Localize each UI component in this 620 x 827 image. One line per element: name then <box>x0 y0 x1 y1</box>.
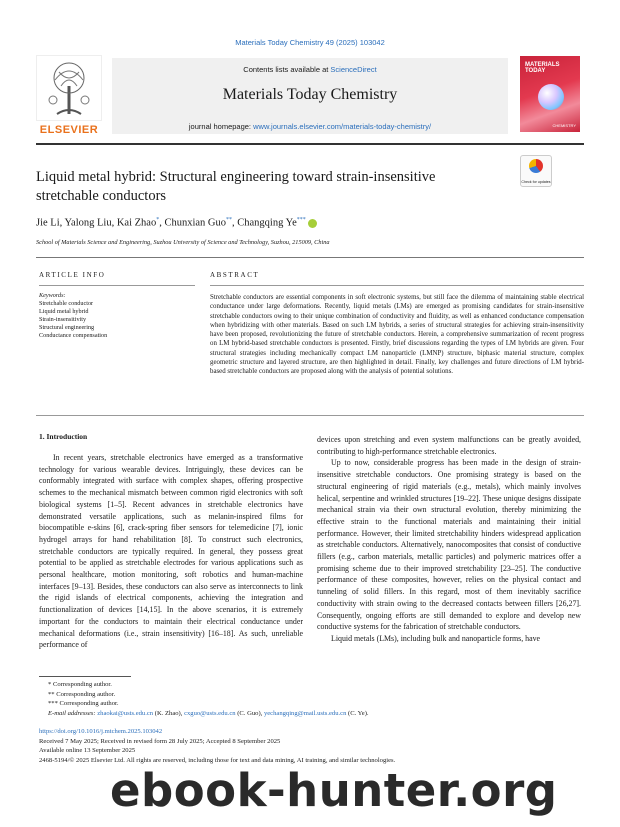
article-title: Liquid metal hybrid: Structural engineering toward strain-insensitive stretchable conductors <box>36 169 436 204</box>
orcid-icon[interactable] <box>308 219 317 228</box>
homepage-link[interactable]: www.journals.elsevier.com/materials-today-chemistry/ <box>253 122 432 131</box>
paragraph: Up to now, considerable progress has been made in the design of strain-insensitive stretchable conductors. One promising strategy is based on the structural engineering of rigid materials (e.g., metals), which mainly involves helical, serpentine and wrinkled structures [19–22]. These unique designs dissipate mechanical strain via their own structural evolution, thereby minimizing the effective strain to the functional materials and maintaining their initial performance. However, their limited stretchability hinders widespread application as stretchable conductors. Alternatively, nanocomposites that consist of conductive fillers (e.g., carbon materials, metallic particles) and polymeric matrices offer a promising scheme due to their improved stretchability [23–25]. The conductive performance of these composites, however, relies on the physical contact and tunneling of solid fillers. In this regard, most of them inevitably sacrifice conductivity with strain owing to the decreased contacts between fillers [26,27]. Consequently, ongoing efforts are still demanded to explore and develop new conductive systems for the fabrication of stretchable conductors. <box>317 458 581 632</box>
footnote: * Corresponding author. <box>48 681 112 688</box>
publisher-name: ELSEVIER <box>39 124 99 136</box>
journal-title: Materials Today Chemistry <box>222 86 398 103</box>
homepage-line <box>112 122 508 131</box>
email-label: E-mail addresses: <box>48 709 96 717</box>
footnotes <box>48 680 588 718</box>
footnote: *** Corresponding author. <box>48 700 119 708</box>
elsevier-logo <box>36 55 102 137</box>
divider <box>36 257 584 258</box>
author-list: Jie Li, Yalong Liu, Kai Zhao*, Chunxian Guo**, Changqing Ye*** <box>36 217 576 229</box>
section-heading: 1. Introduction <box>39 432 88 441</box>
watermark: ebook-hunter.org <box>110 764 558 817</box>
abstract-rule <box>210 285 584 286</box>
article-info-rule <box>39 285 195 286</box>
author-4: Chunxian Guo <box>164 217 226 229</box>
contents-line <box>112 65 508 74</box>
author-3-mark[interactable]: * <box>156 217 160 223</box>
abstract-text: Stretchable conductors are essential components in soft electronic systems, but still face the dilemma of maintaining stable electrical conductance under large deformations. Recently, liquid metals (LMs) are emerged as promising candidates for strain-insensitive stretchable conductors owing to their unique combination of conductivity and fluidity, as well as enhanced conductance compensation when hybridizing with other materials. Based on such LM hybrids, a series of structural strategies for achieving strain-insensitivity have been proposed, revolutionizing the future of stretchable conductors. Herein, a comprehensive summarization of recent progress on LM hybrid-based stretchable conductors is presented. Firstly, brief discussions regarding the types of LM hybrids are given. Four structural strategies including mechanically compact LM nanoparticle (LMNP) structure, biphasic material structure, complex geometric structure and layered structure, are then highlighted in detail. Finally, key challenges and future directions of LM hybrid-based stretchable conductors are proposed along with the analysis of potential solutions. <box>210 294 584 376</box>
author-5-mark[interactable]: *** <box>296 217 306 223</box>
author-1: Jie Li <box>36 217 60 229</box>
email-link[interactable]: zhaokai@usts.edu.cn <box>97 709 154 717</box>
abstract-heading: ABSTRACT <box>210 271 260 279</box>
affiliation: School of Materials Science and Engineering, Suzhou University of Science and Technology, Suzhou, 215009, China <box>36 239 330 246</box>
email-owner: (C. Guo), <box>235 709 264 717</box>
elsevier-tree-icon <box>36 55 102 121</box>
keyword-item: Stretchable conductor <box>39 300 94 308</box>
publication-info <box>39 727 579 765</box>
email-link[interactable]: cxguo@usts.edu.cn <box>184 709 236 717</box>
paragraph: devices upon stretching and even system malfunctions can be greatly avoided, contributing to high-performance stretchable electronics. <box>317 435 581 456</box>
check-updates-label: Check for updates <box>521 180 551 184</box>
keywords-block <box>39 292 199 341</box>
author-5: Changqing Ye <box>237 217 297 229</box>
homepage-prefix: journal homepage: <box>188 122 254 131</box>
email-owner: (K. Zhao), <box>153 709 185 717</box>
divider <box>36 415 584 416</box>
footnote: ** Corresponding author. <box>48 690 116 698</box>
keyword-item: Liquid metal hybrid <box>39 308 89 316</box>
journal-reference[interactable]: Materials Today Chemistry 49 (2025) 103042 <box>235 38 385 47</box>
copyright-line: 2468-5194/© 2025 Elsevier Ltd. All rights are reserved, including those for text and data mining, AI training, and similar technologies. <box>39 756 396 764</box>
journal-cover[interactable] <box>520 56 580 132</box>
email-owner: (C. Ye). <box>346 709 369 717</box>
email-line <box>48 709 588 719</box>
header-rule <box>36 143 584 145</box>
check-updates-button[interactable] <box>520 155 552 187</box>
article-info-heading: ARTICLE INFO <box>39 271 106 279</box>
keywords-heading: Keywords: <box>39 292 66 299</box>
keyword-item: Structural engineering <box>39 324 95 332</box>
footnote-rule <box>39 676 131 677</box>
email-link[interactable]: yechangqing@mail.usts.edu.cn <box>263 709 347 717</box>
author-3: Kai Zhao <box>116 217 157 229</box>
intro-right-column <box>317 434 581 645</box>
check-updates-icon <box>529 159 543 173</box>
cover-title: MATERIALS TODAY <box>525 62 560 74</box>
keyword-item: Strain-insensitivity <box>39 316 87 324</box>
doi-link[interactable]: https://doi.org/10.1016/j.mtchem.2025.103042 <box>39 728 163 735</box>
contents-prefix: Contents lists available at <box>243 65 331 74</box>
paragraph: Liquid metals (LMs), including bulk and nanoparticle forms, have <box>331 633 541 643</box>
available-date: Available online 13 September 2025 <box>39 747 136 755</box>
author-4-mark[interactable]: ** <box>226 217 232 223</box>
keyword-item: Conductance compensation <box>39 332 108 340</box>
sciencedirect-link[interactable]: ScienceDirect <box>330 65 377 74</box>
cover-foot: CHEMISTRY <box>552 123 576 128</box>
intro-left-column: In recent years, stretchable electronics have emerged as a transformative technology for various wearable devices. Intriguingly, these devices can be conformably integrated with surface with complex shapes, offering prospective schemes to the mechanical mismatch between common rigid electronics with soft biological systems [1–5]. Recent advances in stretchable electronics have demonstrated versatile applications, such as melanin-inspired films for biocompatible e-skins [6], crack-spring fiber sensors for telemedicine [7], ionic hydrogel arrays for hand rehabilitation [8]. To construct such electronics, stretchable conductors are typically required. In general, they possess great potential to be applied as stretchable electrodes for various applications such as personal healthcare, motion monitoring, soft robotics and human-machine interfaces [9–13]. Besides, these conductors can also serve as interconnects to link the rigid islands of electrical components, achieving the integration and functionalization of devices [14,15]. In the above scenarios, it is extremely important for the conductors to maintain their electrical conductance under mechanical deformations (i.e., strain insensitivity) [16–18]. As such, unreliable performance of <box>39 453 303 650</box>
cover-orb-icon <box>538 84 564 110</box>
author-2: Yalong Liu <box>64 217 112 229</box>
received-dates: Received 7 May 2025; Received in revised form 28 July 2025; Accepted 8 September 2025 <box>39 737 281 745</box>
